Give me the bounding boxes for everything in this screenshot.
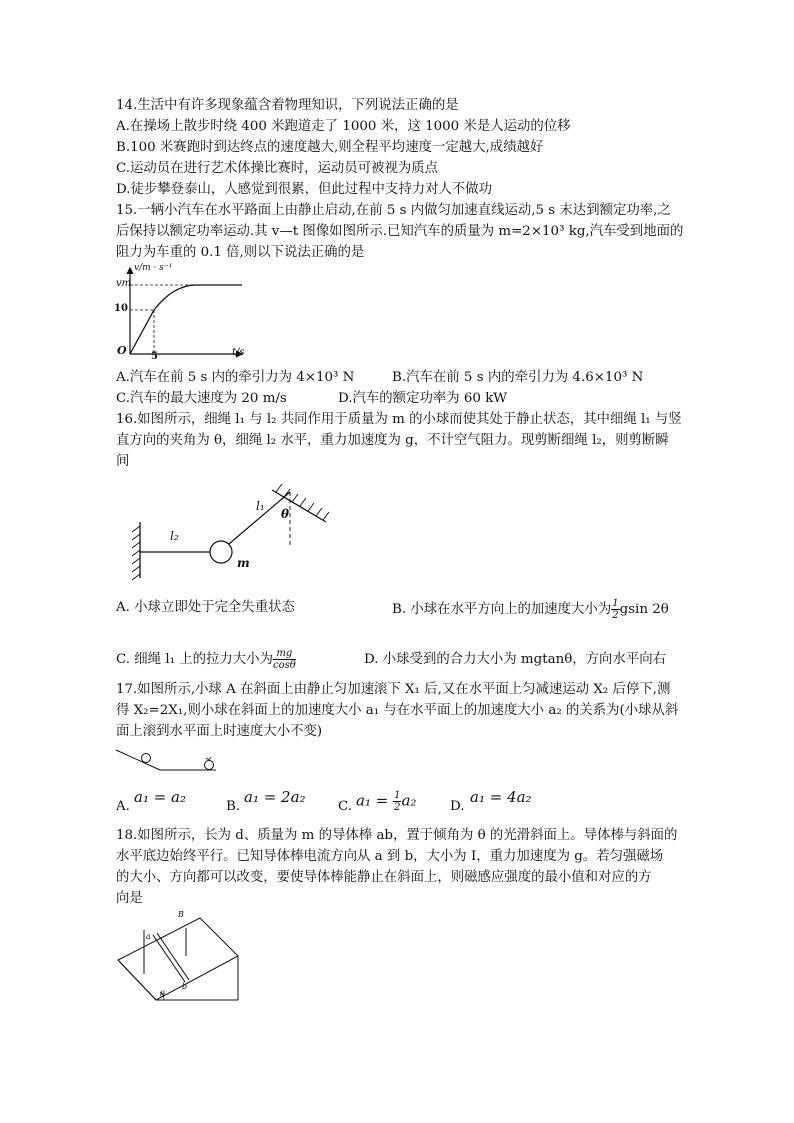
q16-b-frac-num: 1 [612, 598, 619, 609]
q16-stem-line1: 16.如图所示，细绳 l₁ 与 l₂ 共同作用于质量为 m 的小球而使其处于静止状态，其中细绳 l₁ 与竖 [116, 412, 682, 427]
q18-incline-front [118, 918, 238, 1000]
q16-option-c-text: C. 细绳 l₁ 上的拉力大小为 [116, 652, 273, 667]
q17-slope [116, 750, 160, 770]
q17-option-a-eq: a₁ = a₂ [134, 788, 187, 806]
q15-option-c: C.汽车的最大速度为 20 m/s [116, 391, 287, 406]
q14-option-b: B.100 米赛跑时到达终点的速度越大,则全程平均速度一定越大,成绩越好 [116, 140, 544, 155]
q16-option-c-fraction [273, 648, 296, 671]
q15-stem-line1: 15.一辆小汽车在水平路面上由静止启动,在前 5 s 内做匀加速直线运动,5 s 末达到额定功率,之 [116, 203, 671, 218]
q17-option-d-eq: a₁ = 4a₂ [470, 788, 532, 806]
q17-stem-line2: 得 X₂=2X₁,则小球在斜面上的加速度大小 a₁ 与在水平面上的加速度大小 a₂ 的关系为(小球从斜 [116, 703, 679, 718]
q18-stem-line3: 的大小、方向都可以改变，要使导体棒能静止在斜面上，则磁感应强度的最小值和对应的方 [116, 870, 652, 885]
q16-option-b-text: B. 小球在水平方向上的加速度大小为 [392, 602, 612, 617]
q15-option-a: A.汽车在前 5 s 内的牵引力为 4×10³ N [116, 370, 355, 385]
q15-option-d: D.汽车的额定功率为 60 kW [338, 391, 508, 406]
q14-option-c: C.运动员在进行艺术体操比赛时，运动员可被视为质点 [116, 161, 439, 176]
q15-xlabel: t/s [232, 347, 245, 358]
q16-l2-label: l₂ [170, 529, 179, 543]
q15-option-b: B.汽车在前 5 s 内的牵引力为 4.6×10³ N [392, 370, 644, 385]
q15-origin: O [117, 344, 127, 357]
q15-stem-line2: 后保持以额定功率运动.其 v—t 图像如图所示.已知汽车的质量为 m=2×10³ kg,汽车受到地面的 [116, 224, 684, 239]
q17-c-post: a₂ [401, 791, 417, 810]
q18-b-field-label: B [178, 910, 184, 919]
q16-figure [124, 484, 334, 584]
q17-stem-line3: 面上滚到水平面上时速度大小不变) [116, 724, 323, 739]
q17-figure [114, 746, 224, 776]
q15-stem-line3: 阻力为车重的 0.1 倍,则以下说法正确的是 [116, 245, 365, 260]
q14-option-d: D.徒步攀登泰山，人感觉到很累，但此过程中支持力对人不做功 [116, 182, 493, 197]
q16-option-b [392, 598, 669, 621]
q16-left-wall-hatch [132, 526, 140, 580]
q17-option-c-letter: C. [338, 799, 353, 814]
q17-option-a-letter: A. [116, 799, 130, 814]
q16-option-b-fraction [611, 598, 619, 621]
q15-ylabel: v/m · s⁻¹ [134, 263, 173, 273]
q17-c-frac-num: 1 [394, 790, 401, 801]
q17-option-b-eq: a₁ = 2a₂ [244, 788, 306, 806]
q15-x-tick-5: 5 [151, 351, 158, 362]
q16-option-d: D. 小球受到的合力大小为 mgtanθ，方向水平向右 [364, 652, 666, 667]
q17-c-frac-den: 2 [394, 802, 401, 813]
q17-option-b-letter: B. [226, 799, 241, 814]
q18-figure [116, 910, 246, 1005]
q16-option-c [116, 648, 296, 671]
q16-theta-label: θ [281, 507, 290, 521]
q16-c-frac-num: mg [273, 648, 296, 660]
q15-vt-graph [112, 262, 282, 362]
q15-y-tick-10: 10 [114, 303, 128, 314]
q17-c-pre: a₁ = [356, 791, 389, 810]
q17-option-d-letter: D. [450, 799, 465, 814]
q17-ball-on-ground [205, 761, 214, 770]
q18-a-label: a [146, 932, 151, 941]
q16-m-label: m [237, 556, 250, 570]
q16-option-b-expr: gsin 2θ [619, 602, 669, 617]
q14-stem: 14.生活中有许多现象蕴含着物理知识，下列说法正确的是 [116, 98, 459, 113]
q17-option-c-eq [356, 790, 416, 813]
q14-option-a: A.在操场上散步时绕 400 米跑道走了 1000 米，这 1000 米是人运动的位移 [116, 119, 571, 134]
q18-stem-line1: 18.如图所示，长为 d、质量为 m 的导体棒 ab，置于倾角为 θ 的光滑斜面上。导体棒与斜面的 [116, 828, 678, 843]
q16-stem-line2: 直方向的夹角为 θ，细绳 l₂ 水平，重力加速度为 g，不计空气阻力。现剪断细绳 l₂，则剪断瞬 [116, 433, 669, 448]
q15-vt-curve [130, 285, 242, 354]
q16-ball [210, 541, 232, 563]
q17-ball-on-slope [142, 754, 151, 763]
q16-b-frac-den: 2 [612, 610, 619, 621]
q16-option-a: A. 小球立即处于完全失重状态 [116, 600, 295, 615]
q18-b-end-label: b [182, 982, 188, 991]
q18-stem-line2: 水平底边始终平行。已知导体棒电流方向从 a 到 b，大小为 I，重力加速度为 g。若匀强磁场 [116, 849, 664, 864]
q18-theta-label: θ [160, 990, 165, 999]
q16-c-frac-den: cosθ [272, 660, 296, 671]
q16-l1-label: l₁ [256, 499, 265, 513]
q18-stem-line4: 向是 [116, 891, 143, 906]
q15-vm-label: vm [116, 278, 132, 289]
q16-stem-line3: 间 [116, 454, 130, 469]
q17-stem-line1: 17.如图所示,小球 A 在斜面上由静止匀加速滚下 X₁ 后,又在水平面上匀减速运动 X₂ 后停下,测 [116, 682, 671, 697]
